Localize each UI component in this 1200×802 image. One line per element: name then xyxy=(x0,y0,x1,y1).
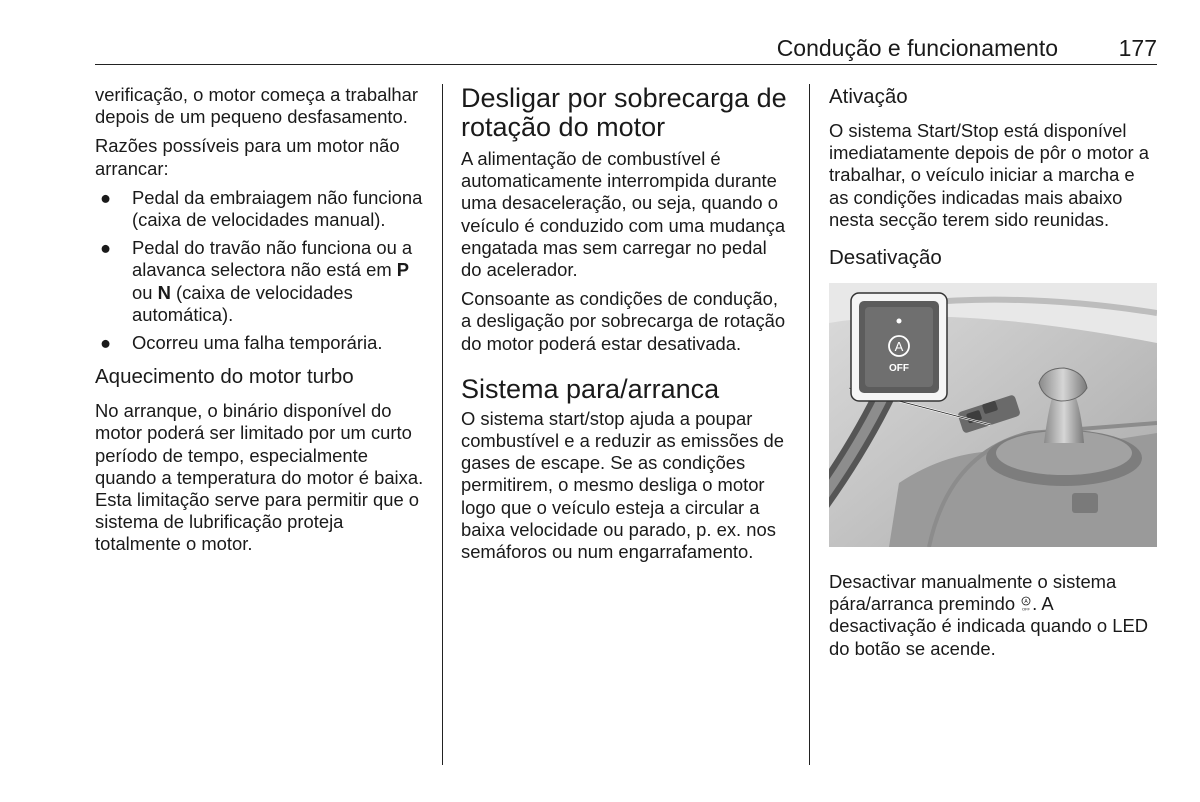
column-middle xyxy=(461,84,791,570)
paragraph-deactivation-text: Desactivar manualmente o sistema pára/arranca premindo xyxy=(829,571,1117,615)
heading-overrun-cutoff: Desligar por sobrecarga de rotação do motor xyxy=(461,83,787,142)
bullet-icon: ● xyxy=(100,186,112,208)
header-rule xyxy=(95,64,1157,65)
bullet-icon: ● xyxy=(100,237,112,259)
paragraph-overrun-2: Consoante as condições de condução, a desligação por sobrecarga de rotação do motor poderá estar desativada. xyxy=(461,288,786,354)
bullet-icon: ● xyxy=(100,332,112,354)
console-illustration xyxy=(829,283,1157,547)
gear-n-label: N xyxy=(157,281,171,303)
list-item xyxy=(95,332,425,354)
paragraph-overrun-1: A alimentação de combustível é automaticamente interrompida durante uma desaceleração, ou seja, quando o veículo é conduzido com uma mudança engatada mas sem carregar no pedal do acelerador. xyxy=(461,148,786,281)
paragraph-deactivation-text: . A desactivação é indicada quando o LED do botão se acende. xyxy=(829,593,1148,659)
figure-button-symbol: A xyxy=(894,339,904,355)
paragraph-turbo: No arranque, o binário disponível do motor poderá ser limitado por um curto período de tempo, especialmente quando a temperatura do motor é baixa. Esta limitação serve para permitir que o sistema de lubrificação proteja totalmente o motor. xyxy=(95,400,424,555)
running-header: Condução e funcionamento xyxy=(776,35,1058,61)
gear-p-label: P xyxy=(396,259,410,281)
list-item-text: Pedal do travão não funciona ou a alavanca selectora não está em xyxy=(132,237,413,281)
reasons-list xyxy=(95,187,425,354)
icon-label: OFF xyxy=(1022,606,1031,612)
paragraph-start-stop: O sistema start/stop ajuda a poupar combustível e a reduzir as emissões de gases de escape. Se as condições permitirem, o mesmo desliga o motor logo que o veículo esteja a circular a baixa velocidade ou parado, p. ex. nos semáforos ou num engarrafamento. xyxy=(461,407,785,563)
icon-symbol: A xyxy=(1024,599,1028,606)
start-stop-button-figure xyxy=(829,283,1157,547)
column-divider-left xyxy=(442,84,443,765)
paragraph-reasons-intro: Razões possíveis para um motor não arrancar: xyxy=(95,135,400,179)
paragraph-continuation: verificação, o motor começa a trabalhar depois de um pequeno desfasamento. xyxy=(95,84,419,128)
column-divider-right xyxy=(809,84,810,765)
list-item xyxy=(95,187,425,231)
figure-button-label: OFF xyxy=(889,363,909,375)
paragraph-deactivation xyxy=(829,571,1159,660)
heading-deactivation: Desativação xyxy=(829,246,942,270)
paragraph-activation: O sistema Start/Stop está disponível imediatamente depois de pôr o motor a trabalhar, o veículo iniciar a marcha e as condições indicadas mais abaixo nesta secção terem sido reunidas. xyxy=(829,120,1149,230)
list-item-text: ou xyxy=(132,281,158,303)
column-right xyxy=(829,84,1159,667)
heading-start-stop: Sistema para/arranca xyxy=(461,373,720,404)
start-stop-off-icon xyxy=(1020,596,1032,612)
heading-activation: Ativação xyxy=(829,85,908,108)
page-number: 177 xyxy=(1118,35,1157,61)
list-item-text: Pedal da embraiagem não funciona (caixa de velocidades manual). xyxy=(132,186,423,231)
column-left xyxy=(95,84,425,563)
heading-turbo-warmup: Aquecimento do motor turbo xyxy=(95,365,354,389)
list-item xyxy=(95,237,425,326)
list-item-text: (caixa de velocidades automática). xyxy=(132,281,353,325)
list-item-text: Ocorreu uma falha temporária. xyxy=(132,332,383,354)
